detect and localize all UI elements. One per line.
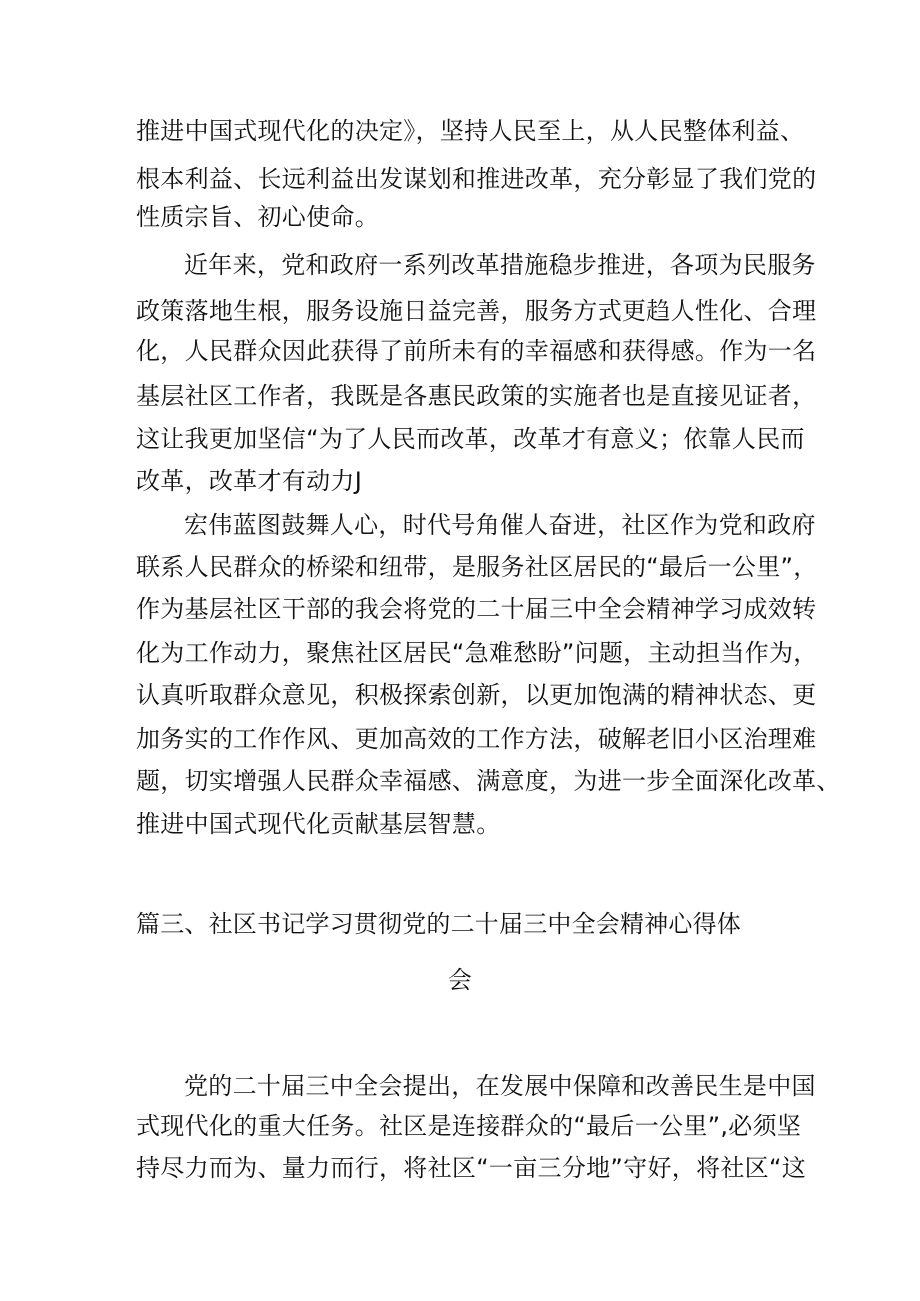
- para3-line-6: 加务实的工作作风、更加高效的工作方法，破解老旧小区治理难: [136, 725, 817, 753]
- para3-line-3: 作为基层社区干部的我会将党的二十届三中全会精神学习成效转: [136, 595, 817, 623]
- section-heading-line-2: 会: [447, 966, 473, 994]
- para4-line-1: 党的二十届三中全会提出，在发展中保障和改善民生是中国: [184, 1072, 816, 1100]
- para4-line-2: 式现代化的重大任务。社区是连接群众的“最后一公里”,必须坚: [136, 1112, 802, 1140]
- para3-line-4: 化为工作动力，聚焦社区居民“急难愁盼”问题，主动担当作为，: [136, 639, 818, 667]
- para2-line-3: 化，人民群众因此获得了前所未有的幸福感和获得感。作为一名: [136, 337, 817, 365]
- para1-line-2: 根本利益、长远利益出发谋划和推进改革，充分彰显了我们党的: [136, 165, 817, 193]
- para2-line-6: 改革，改革才有动力J: [136, 467, 363, 495]
- para1-line-1: 推进中国式现代化的决定》，坚持人民至上，从人民整体利益、: [136, 117, 805, 145]
- para2-line-5: 这让我更加坚信“为了人民而改革，改革才有意义；依靠人民而: [136, 425, 805, 453]
- para3-line-1: 宏伟蓝图鼓舞人心，时代号角催人奋进，社区作为党和政府: [184, 511, 816, 539]
- para2-line-2: 政策落地生根，服务设施日益完善，服务方式更趋人性化、合理: [136, 297, 817, 325]
- para4-line-3: 持尽力而为、量力而行，将社区“一亩三分地”守好，将社区“这: [136, 1154, 806, 1182]
- para3-line-5: 认真听取群众意见，积极探索创新，以更加饱满的精神状态、更: [136, 681, 817, 709]
- para1-line-3: 性质宗旨、初心使命。: [136, 203, 379, 231]
- para3-line-7: 题，切实增强人民群众幸福感、满意度，为进一步全面深化改革、: [136, 767, 841, 795]
- section-heading-line-1: 篇三、社区书记学习贯彻党的二十届三中全会精神心得体: [136, 910, 741, 938]
- para3-line-8: 推进中国式现代化贡献基层智慧。: [136, 810, 501, 838]
- para2-line-1: 近年来，党和政府一系列改革措施稳步推进，各项为民服务: [184, 251, 816, 279]
- para3-line-2: 联系人民群众的桥梁和纽带，是服务社区居民的“最后一公里”，: [136, 553, 818, 581]
- para2-line-4: 基层社区工作者，我既是各惠民政策的实施者也是直接见证者，: [136, 382, 817, 410]
